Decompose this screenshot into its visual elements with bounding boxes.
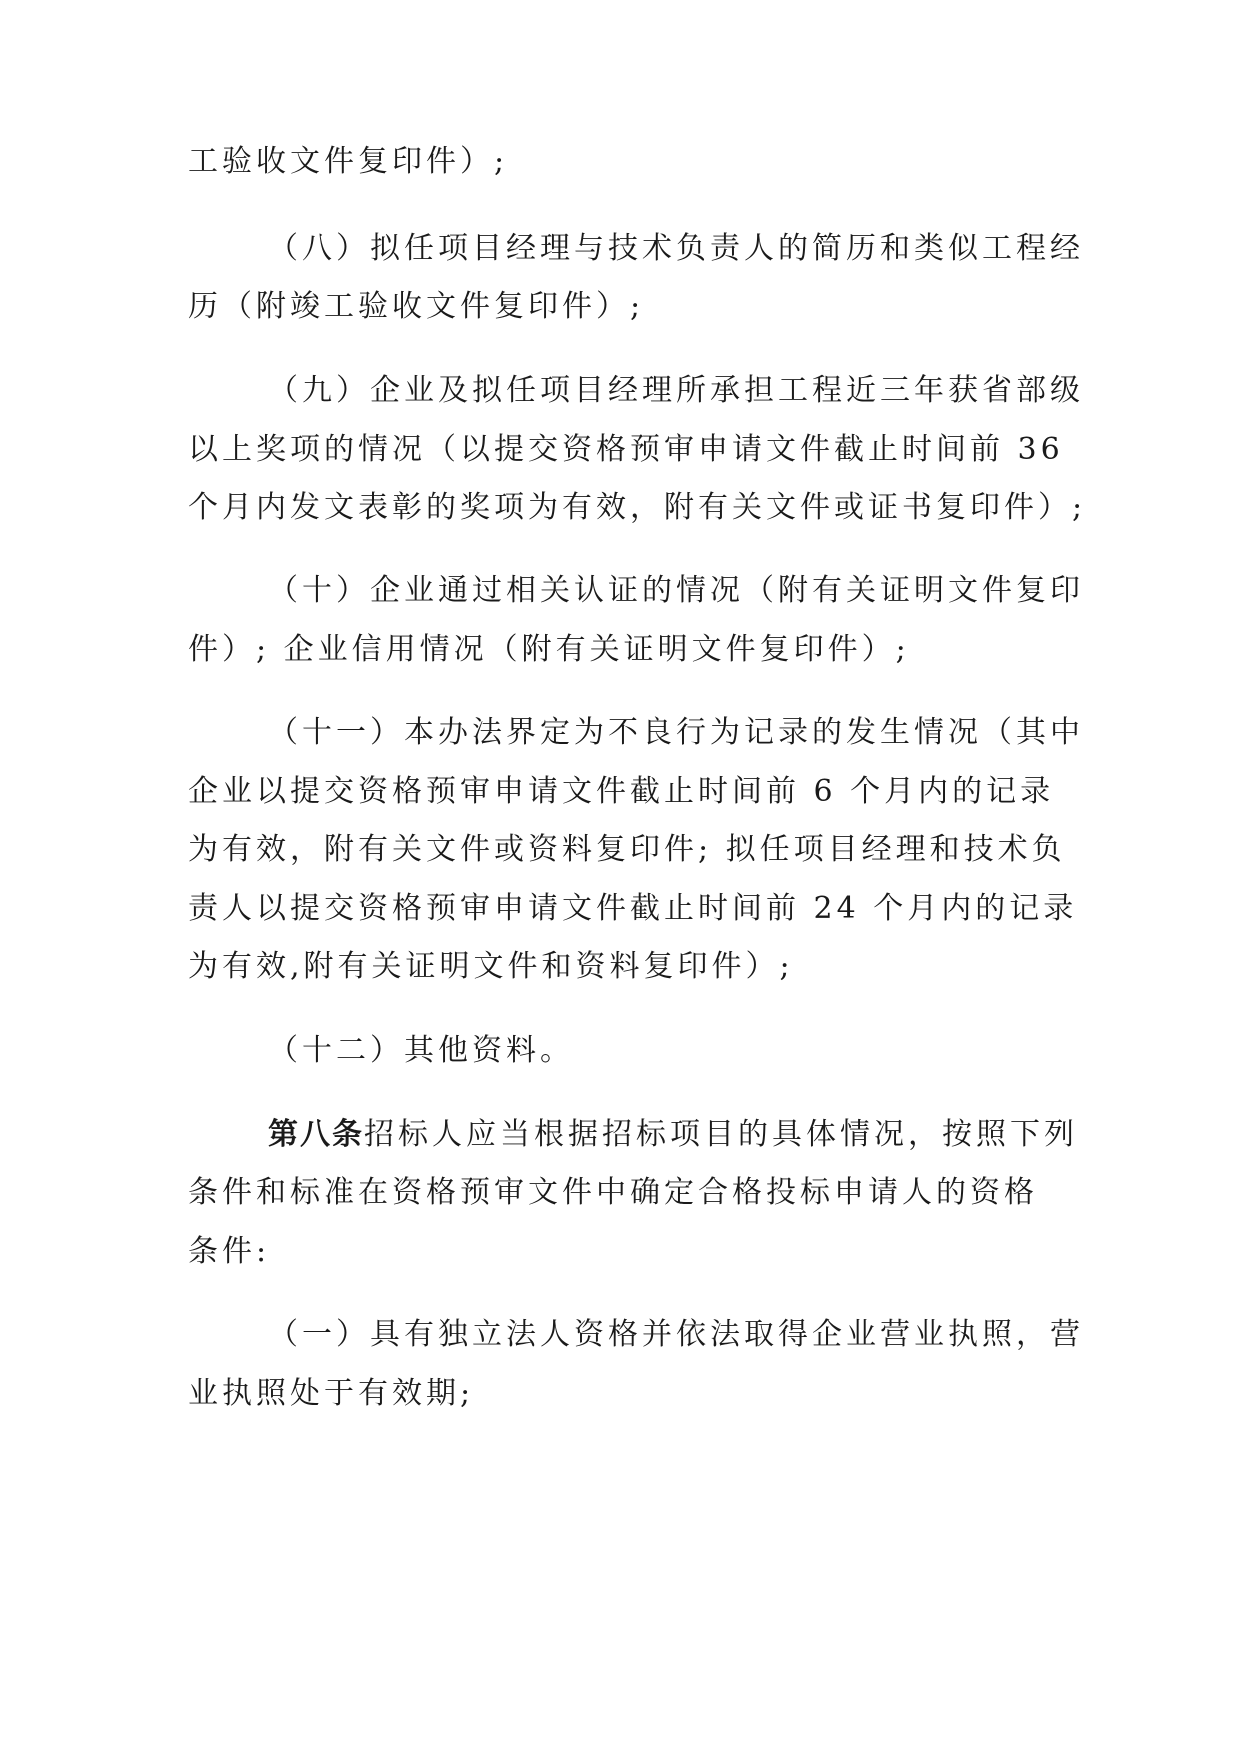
paragraph-line: （九）企业及拟任项目经理所承担工程近三年获省部级: [268, 373, 1084, 408]
paragraph-line: 业执照处于有效期;: [188, 1376, 475, 1411]
paragraph-line: 条件和标准在资格预审文件中确定合格投标申请人的资格: [188, 1175, 1038, 1210]
paragraph-line: 为有效,附有关证明文件和资料复印件）;: [188, 949, 794, 984]
paragraph-line: （八）拟任项目经理与技术负责人的简历和类似工程经: [268, 231, 1084, 266]
paragraph-line: 企业以提交资格预审申请文件截止时间前 6 个月内的记录: [188, 774, 1055, 809]
paragraph-line: （一）具有独立法人资格并依法取得企业营业执照，营: [268, 1317, 1084, 1352]
paragraph-line: 以上奖项的情况（以提交资格预审申请文件截止时间前 36: [188, 432, 1064, 467]
article-text: 招标人应当根据招标项目的具体情况，按照下列: [364, 1117, 1078, 1152]
paragraph-line: （十一）本办法界定为不良行为记录的发生情况（其中: [268, 715, 1084, 750]
paragraph-line: 责人以提交资格预审申请文件截止时间前 24 个月内的记录: [188, 891, 1078, 926]
paragraph-line: 历（附竣工验收文件复印件）;: [188, 289, 645, 324]
article-first-line: [268, 1115, 1078, 1155]
paragraph-line: 工验收文件复印件）;: [188, 144, 509, 179]
paragraph-line: 件）; 企业信用情况（附有关证明文件复印件）;: [188, 632, 910, 667]
paragraph-line: 个月内发文表彰的奖项为有效，附有关文件或证书复印件）;: [188, 490, 1087, 525]
paragraph-line: （十）企业通过相关认证的情况（附有关证明文件复印: [268, 573, 1084, 608]
paragraph-line: 条件:: [188, 1234, 271, 1269]
article-label: 第八条: [268, 1117, 364, 1152]
paragraph-line: （十二）其他资料。: [268, 1033, 574, 1068]
paragraph-line: 为有效，附有关文件或资料复印件; 拟任项目经理和技术负: [188, 832, 1066, 867]
